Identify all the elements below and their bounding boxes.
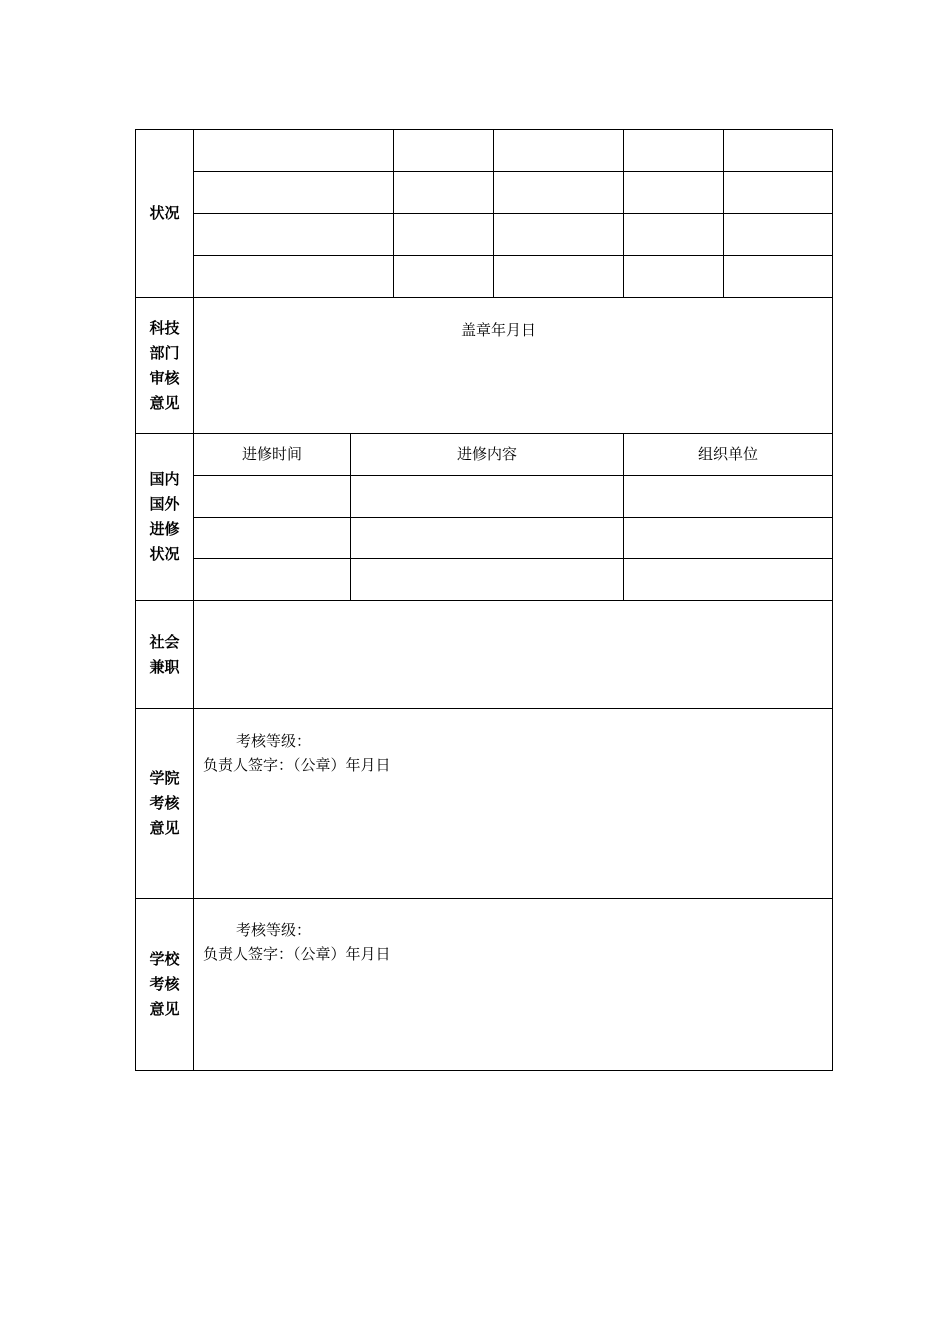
tech-review-stamp-date: 盖章年月日 bbox=[461, 321, 537, 339]
tech-review-label: 科技 部门 审核 意见 bbox=[149, 318, 180, 412]
college-grade-label: 考核等级： bbox=[236, 732, 312, 750]
status-label: 状况 bbox=[149, 204, 180, 222]
college-sign-line: 负责人签字：（公章）年月日 bbox=[203, 756, 391, 774]
school-grade-label: 考核等级： bbox=[236, 921, 312, 939]
status-cell[interactable] bbox=[194, 130, 393, 171]
training-grid-line bbox=[193, 558, 832, 559]
training-grid-line bbox=[193, 475, 832, 476]
status-cell[interactable] bbox=[394, 130, 493, 171]
status-grid-line bbox=[193, 255, 832, 256]
social-field[interactable] bbox=[194, 601, 832, 708]
status-cell[interactable] bbox=[724, 130, 832, 171]
training-label: 国内 国外 进修 状况 bbox=[149, 470, 180, 563]
status-cell[interactable] bbox=[494, 130, 623, 171]
school-sign-line: 负责人签字：（公章）年月日 bbox=[203, 945, 391, 963]
college-review-label: 学院 考核 意见 bbox=[149, 769, 180, 837]
social-label: 社会 兼职 bbox=[149, 632, 180, 676]
training-header-organizer: 组织单位 bbox=[697, 445, 758, 463]
status-grid-line bbox=[193, 171, 832, 172]
school-review-label: 学校 考核 意见 bbox=[149, 950, 180, 1018]
status-cell[interactable] bbox=[624, 130, 723, 171]
training-grid-line bbox=[193, 517, 832, 518]
assessment-form-table bbox=[135, 129, 833, 1071]
status-grid-line bbox=[193, 213, 832, 214]
training-header-content: 进修内容 bbox=[456, 445, 517, 463]
training-header-time: 进修时间 bbox=[241, 445, 302, 463]
